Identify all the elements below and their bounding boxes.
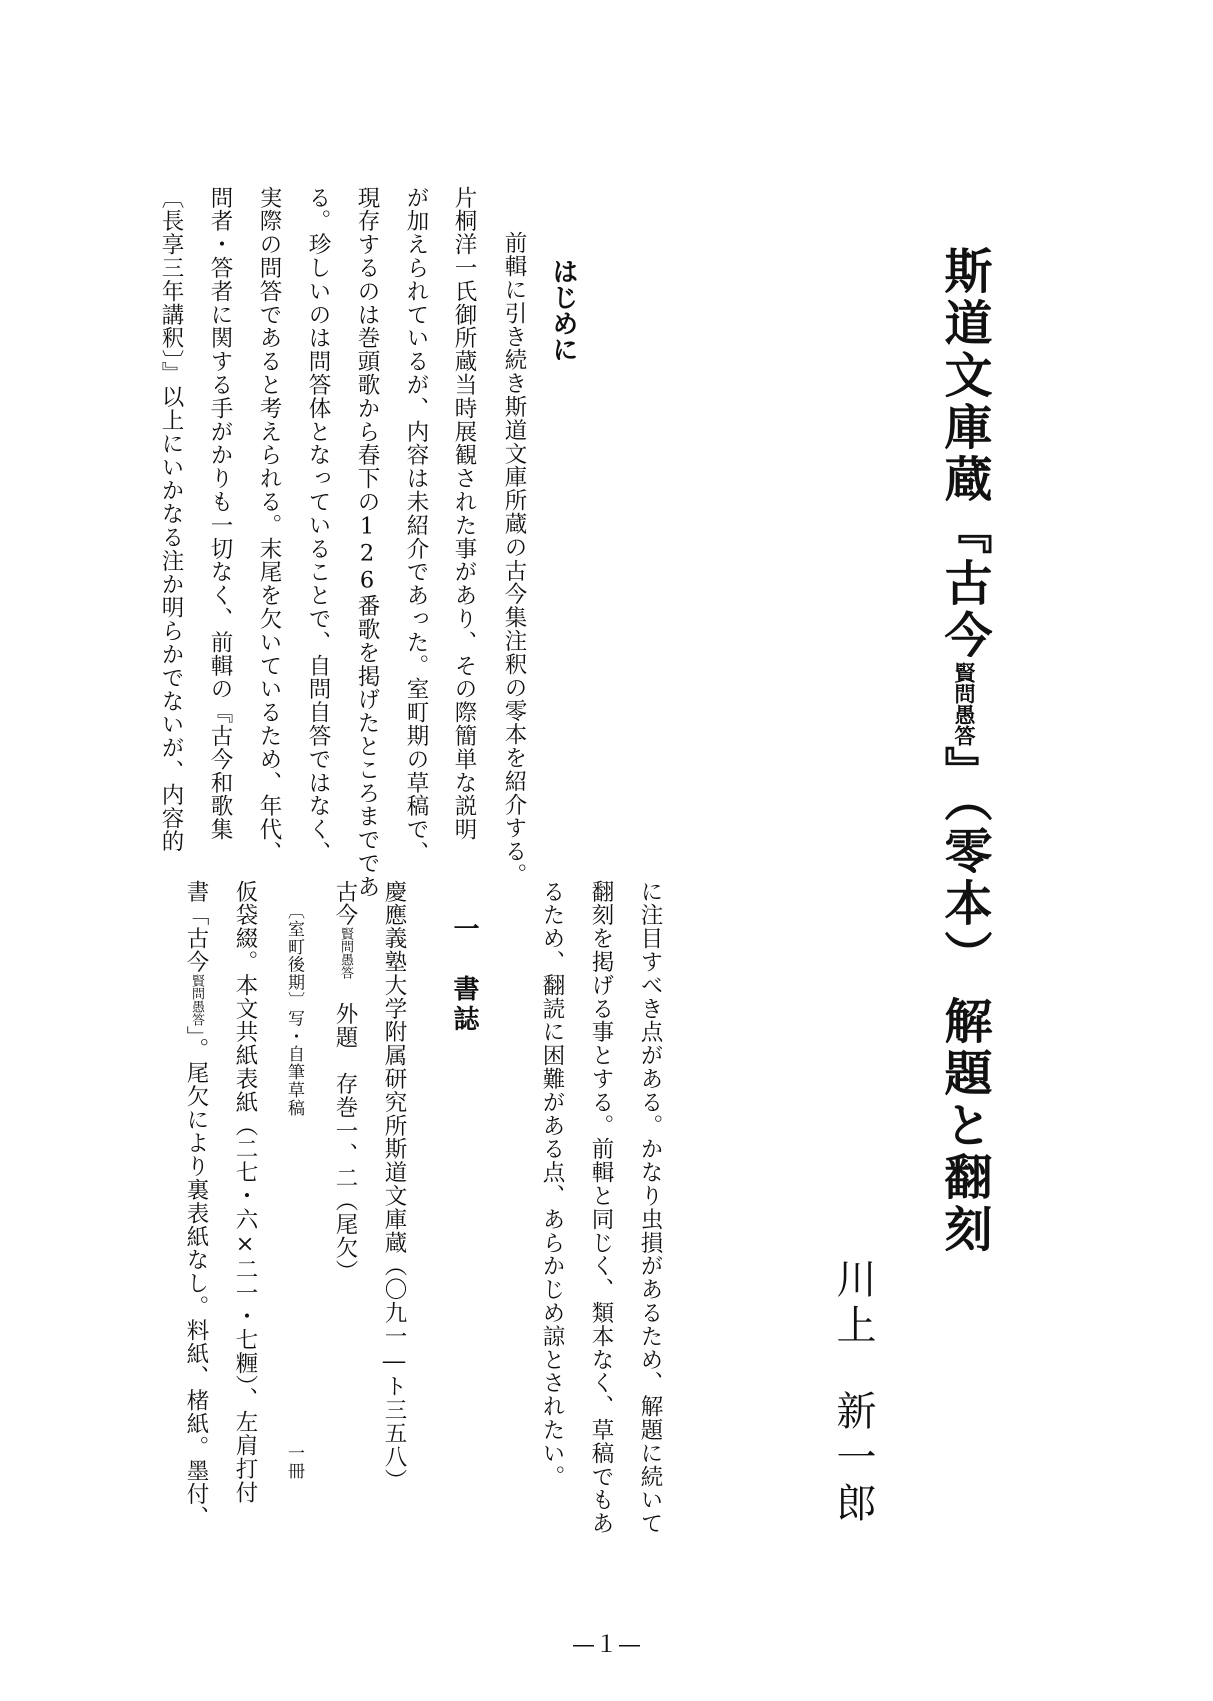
- title-close: 』: [936, 746, 992, 798]
- intro-line: 〔長享三年講釈〕』以上にいかなる注か明らかでないが、内容的: [158, 186, 184, 854]
- binding-line: 仮袋綴。本文共紙表紙（二七・六×二一・七糎）、左肩打付: [232, 880, 258, 1505]
- book-title-pre: 古今: [332, 880, 358, 927]
- intro-heading: はじめに: [548, 258, 578, 362]
- era-line: 〔室町後期〕写・自筆草稿: [284, 902, 304, 1117]
- note-line: [185, 880, 208, 1529]
- book-title-line: [334, 880, 357, 1283]
- intro-continued-line: るため、翻読に困難がある点、あらかじめ諒とされたい。: [539, 880, 565, 1489]
- bibliography-heading: 一 書誌: [449, 915, 479, 1035]
- author-family: 川上: [830, 1258, 876, 1350]
- intro-line: 現存するのは巻頭歌から春下の126番歌を掲げたところまでであ: [354, 186, 380, 899]
- holder-line: 慶應義塾大学附属研究所斯道文庫蔵（〇九一―ト三五八）: [381, 880, 407, 1492]
- paper-title: [936, 246, 992, 1256]
- author-given: 新一郎: [830, 1390, 876, 1528]
- note-post: 」。尾欠により裏表紙なし。料紙、楮紙。墨付、: [183, 1025, 209, 1530]
- title-paren: （零本）: [936, 798, 992, 982]
- book-title-inset: 賢問愚答: [338, 926, 353, 979]
- author-name: [830, 1258, 876, 1528]
- intro-line: 実際の問答であると考えられる。末尾を欠いているため、年代、: [256, 186, 282, 865]
- intro-line: が加えられているが、内容は未紹介であった。室町期の草稿で、: [403, 186, 429, 865]
- intro-continued-line: に注目すべき点がある。かなり虫損があるため、解題に続いて: [637, 880, 663, 1536]
- note-pre: 書「古今: [183, 880, 209, 974]
- intro-line: 問者・答者に関する手がかりも一切なく、前輯の『古今和歌集: [207, 186, 233, 842]
- title-inset: 賢問愚答: [952, 662, 977, 746]
- title-tail: 解題と翻刻: [936, 996, 992, 1256]
- intro-line: る。珍しいのは問答体となっていることで、自問自答ではなく、: [305, 186, 331, 865]
- note-inset: 賢問愚答: [189, 973, 204, 1026]
- intro-line: 片桐洋一氏御所蔵当時展観された事があり、その際簡単な説明: [451, 186, 477, 842]
- intro-continued-line: 翻刻を掲げる事とする。前輯と同じく、類本なく、草稿でもあ: [588, 880, 614, 1536]
- title-main: 斯道文庫蔵『古今: [936, 246, 992, 662]
- intro-line: 前輯に引き続き斯道文庫所蔵の古今集注釈の零本を紹介する。: [501, 208, 527, 887]
- volumes-count: 一冊: [284, 1444, 304, 1480]
- page-number: —１—: [572, 1632, 641, 1658]
- book-title-post: 外題 存巻一、二（尾欠）: [332, 978, 358, 1284]
